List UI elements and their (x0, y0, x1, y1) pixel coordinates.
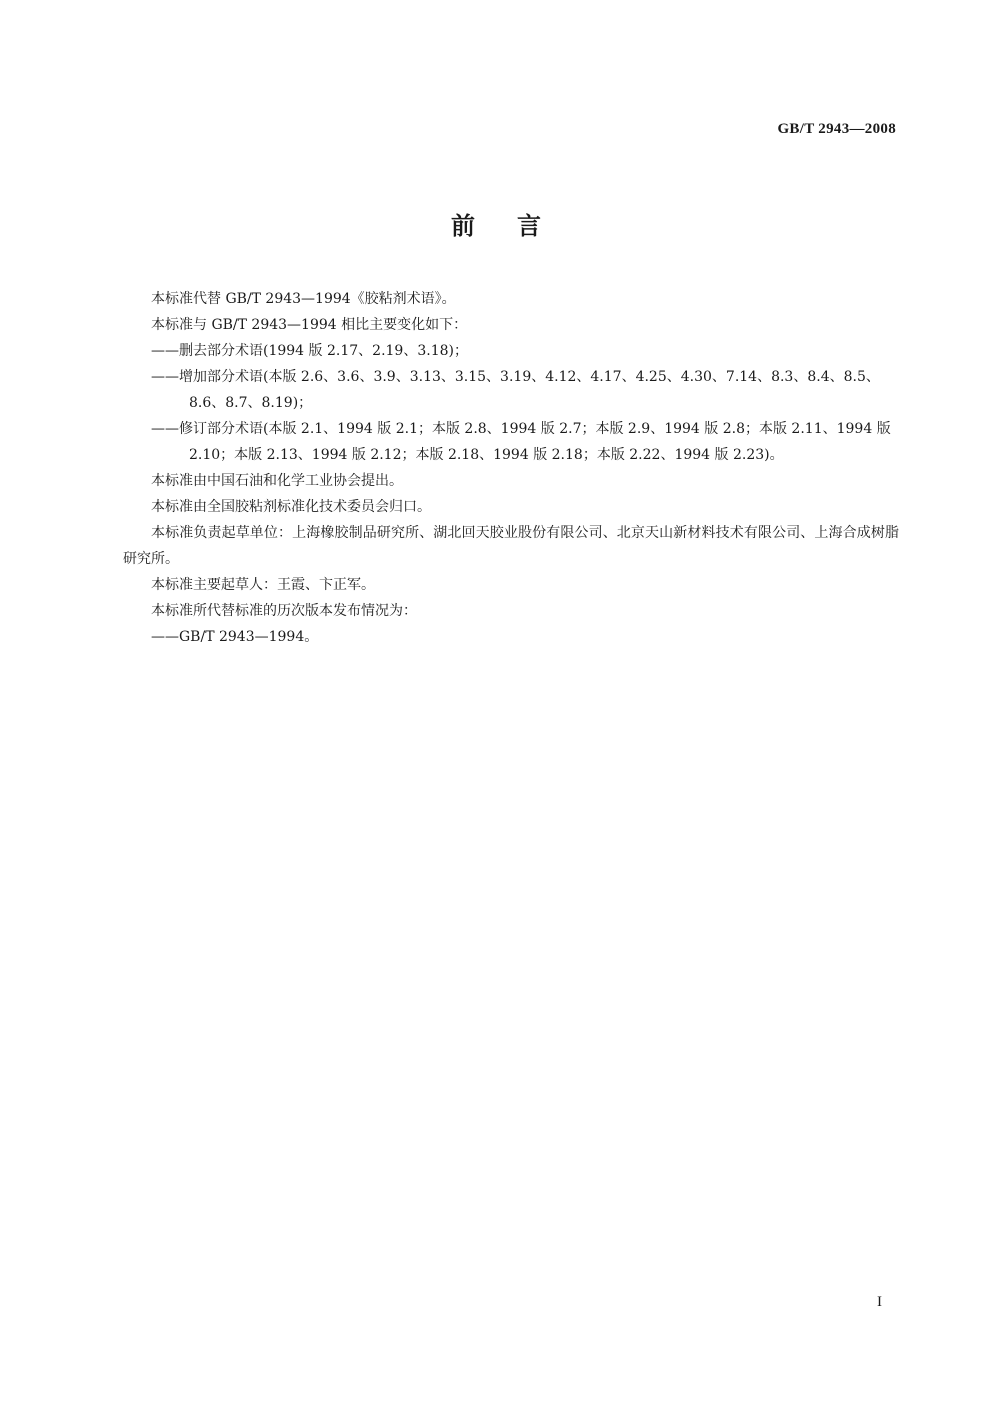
list-item-revised-terms: ——修订部分术语(本版 2.1、1994 版 2.1；本版 2.8、1994 版 2.7；本版 2.9、1994 版 2.8；本版 2.11、1994 版 2.10；本版 2.13、1994 版 2.12；本版 2.18、1994 版 2.18；本版 2.22、1994 版 2.23)。 (151, 421, 891, 463)
paragraph-version-history: 本标准所代替标准的历次版本发布情况为： (151, 603, 417, 619)
paragraph-changes-intro: 本标准与 GB/T 2943—1994 相比主要变化如下： (151, 317, 468, 333)
paragraph-replaces: 本标准代替 GB/T 2943—1994《胶粘剂术语》。 (151, 291, 456, 307)
list-item-deleted-terms: ——删去部分术语(1994 版 2.17、2.19、3.18)； (151, 343, 468, 359)
foreword-body (123, 286, 899, 650)
page-title: 前言 (451, 212, 583, 240)
paragraph-under-jurisdiction: 本标准由全国胶粘剂标准化技术委员会归口。 (151, 499, 431, 515)
paragraph-proposed-by: 本标准由中国石油和化学工业协会提出。 (151, 473, 403, 489)
paragraph-drafters: 本标准主要起草人：王霞、卞正军。 (151, 577, 375, 593)
standard-number: GB/T 2943—2008 (777, 121, 896, 137)
paragraph-drafting-units: 本标准负责起草单位：上海橡胶制品研究所、湖北回天胶业股份有限公司、北京天山新材料技术有限公司、上海合成树脂研究所。 (123, 525, 899, 567)
list-item-added-terms: ——增加部分术语(本版 2.6、3.6、3.9、3.13、3.15、3.19、4.12、4.17、4.25、4.30、7.14、8.3、8.4、8.5、8.6、8.7、8.19)； (151, 369, 880, 411)
page-number: I (877, 1294, 882, 1310)
list-item-previous-version: ——GB/T 2943—1994。 (151, 629, 319, 645)
